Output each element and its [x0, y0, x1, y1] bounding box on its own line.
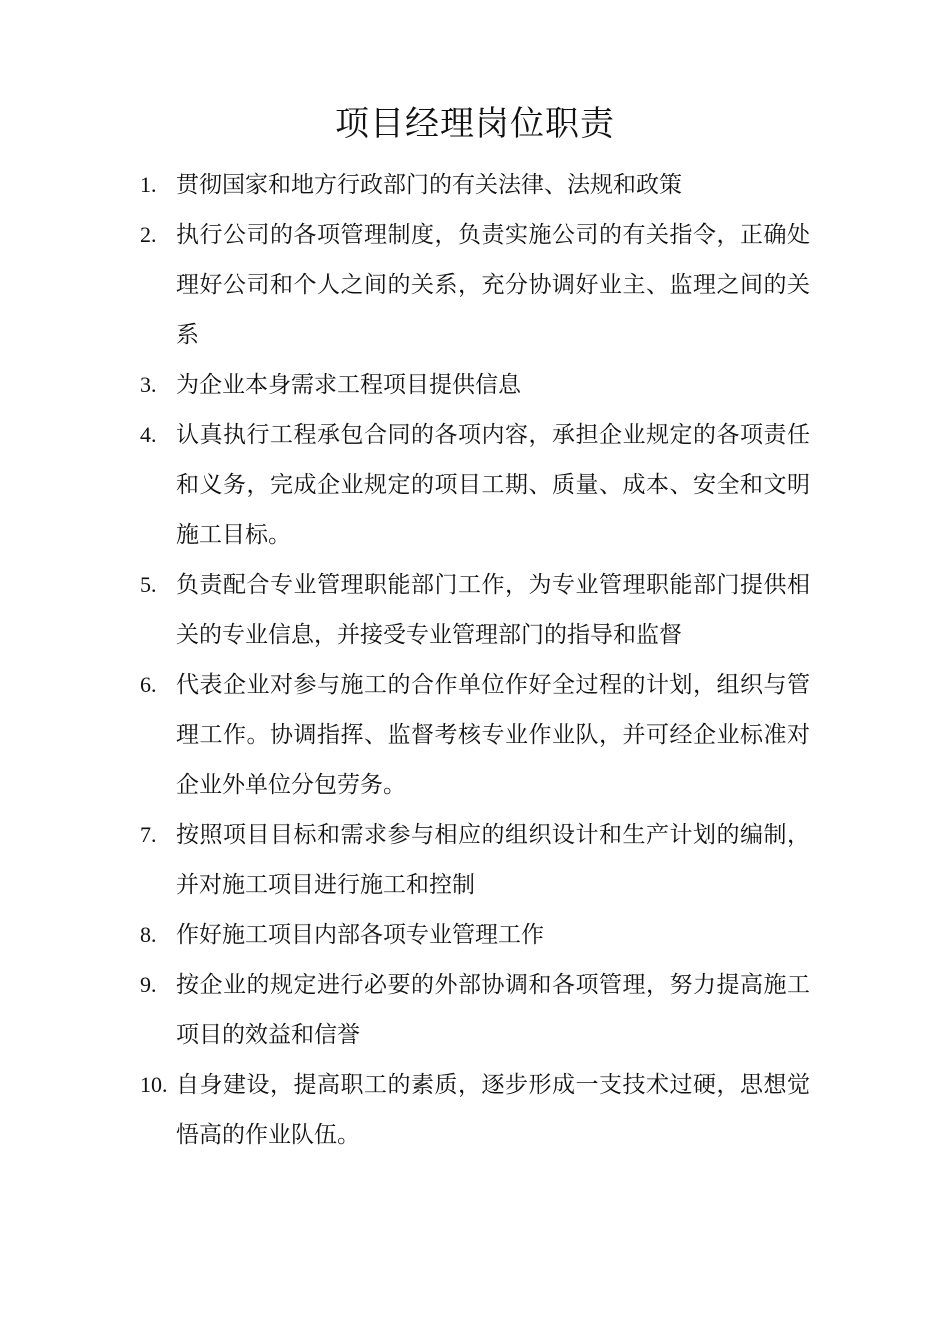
item-number: 3. [140, 372, 157, 397]
item-text: 自身建设，提高职工的素质，逐步形成一支技术过硬，思想觉悟高的作业队伍。 [176, 1072, 810, 1148]
list-item [140, 910, 810, 960]
item-number: 2. [140, 222, 157, 247]
item-text: 执行公司的各项管理制度，负责实施公司的有关指令，正确处理好公司和个人之间的关系，充分协调好业主、监理之间的关系 [176, 222, 810, 348]
item-number: 6. [140, 672, 157, 697]
item-text: 贯彻国家和地方行政部门的有关法律、法规和政策 [176, 172, 682, 198]
list-item [140, 810, 810, 910]
item-number: 10. [140, 1072, 168, 1097]
item-number: 1. [140, 172, 157, 197]
item-number: 7. [140, 822, 157, 847]
list-item [140, 210, 810, 360]
list-item [140, 410, 810, 560]
list-item [140, 660, 810, 810]
list-item [140, 1060, 810, 1160]
item-text: 按照项目目标和需求参与相应的组织设计和生产计划的编制，并对施工项目进行施工和控制 [176, 822, 810, 898]
list-item [140, 360, 810, 410]
document-title: 项目经理岗位职责 [335, 104, 615, 144]
item-number: 8. [140, 922, 157, 947]
item-number: 9. [140, 972, 157, 997]
item-number: 5. [140, 572, 157, 597]
list-item [140, 560, 810, 660]
item-text: 代表企业对参与施工的合作单位作好全过程的计划，组织与管理工作。协调指挥、监督考核专业作业队，并可经企业标准对企业外单位分包劳务。 [176, 672, 810, 798]
item-number: 4. [140, 422, 157, 447]
responsibility-list [140, 160, 810, 1160]
item-text: 认真执行工程承包合同的各项内容，承担企业规定的各项责任和义务，完成企业规定的项目工期、质量、成本、安全和文明施工目标。 [176, 422, 810, 548]
list-item [140, 960, 810, 1060]
item-text: 负责配合专业管理职能部门工作，为专业管理职能部门提供相关的专业信息，并接受专业管理部门的指导和监督 [176, 572, 810, 648]
item-text: 为企业本身需求工程项目提供信息 [176, 372, 521, 398]
item-text: 按企业的规定进行必要的外部协调和各项管理，努力提高施工项目的效益和信誉 [176, 972, 810, 1048]
list-item [140, 160, 810, 210]
item-text: 作好施工项目内部各项专业管理工作 [176, 922, 544, 948]
